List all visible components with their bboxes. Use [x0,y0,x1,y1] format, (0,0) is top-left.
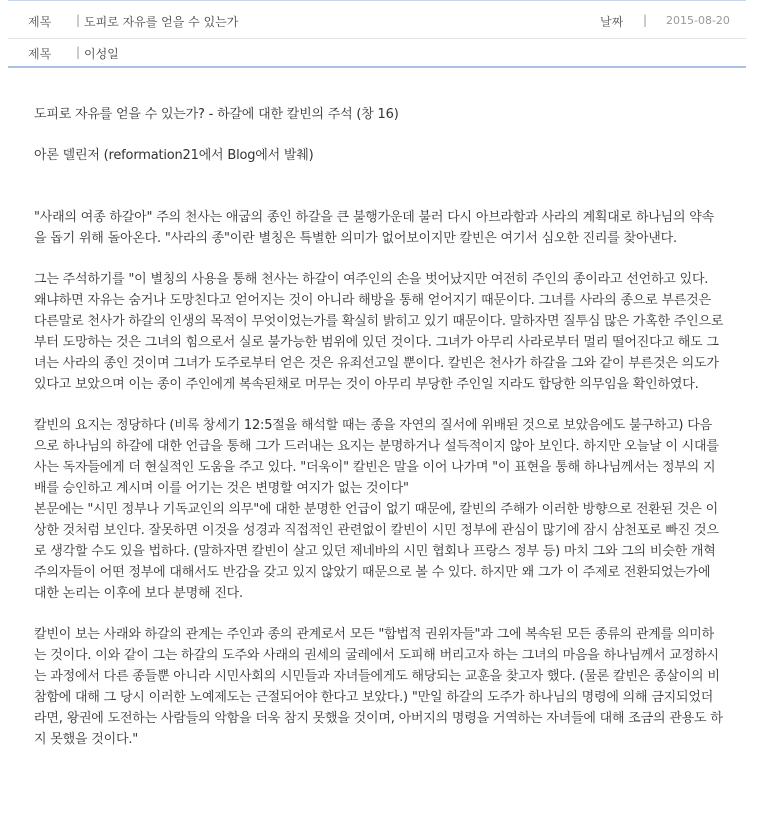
post-body [34,104,724,750]
date-label: 날짜 [600,15,624,29]
subject-label: 제목 [28,15,52,29]
paragraph: 본문에는 "시민 정부나 기독교인의 의무"에 대한 분명한 언급이 없기 때문에, 칼빈의 주해가 이러한 방향으로 전환된 것은 이상한 것처럼 보인다. 잘못하면 이것을 성경과 직접적인 관련없이 칼빈이 시민 정부에 관심이 많기에 잠시 삼천포로 빠진 것으로 생각할 수도 있을 법하다. (말하자면 칼빈이 살고 있던 제네바의 시민 협회나 프랑스 정부 등) 마치 그와 그의 비슷한 개혁주의자들이 어떤 정부에 대해서도 반감을 갖고 있지 않았기 때문으로 볼 수 있다. 하지만 왜 그가 이 주제로 전환되었는가에 대한 논리는 이후에 보다 분명해 진다. [34,502,719,601]
article-title: 도피로 자유를 얻을 수 있는가? - 하갈에 대한 칼빈의 주석 (창 16) [34,107,399,122]
header-row-author [8,37,746,68]
header-row-subject [8,0,746,39]
post-date: 2015-08-20 [666,14,730,27]
separator: | [76,13,81,27]
paragraph: 그는 주석하기를 "이 별칭의 사용을 통해 천사는 하갈이 여주인의 손을 벗어났지만 여전히 주인의 종이라고 선언하고 있다. 왜냐하면 자유는 숨거나 도망친다고 얻어지는 것이 아니라 해방을 통해 얻어지기 때문이다. 그녀를 사라의 종으로 부른것은 다른말로 천사가 하갈의 인생의 목적이 무엇이었는가를 확실히 밝히고 있기 때문이다. 말하자면 질투심 많은 가혹한 주인으로부터 도망하는 것은 그녀의 힘으로서 실로 불가능한 범위에 있던 것이다. 그녀가 아무리 사라로부터 멀리 떨어진다고 해도 그녀는 사라의 종인 것이며 그녀가 도주로부터 얻은 것은 유죄선고일 뿐이다. 칼빈은 천사가 하갈을 그와 같이 부른것은 의도가 있다고 보았으며 이는 종이 주인에게 복속된채로 머무는 것이 아무리 부당한 주인일 지라도 합당한 의무임을 확인하였다. [34,272,724,392]
paragraph: 칼빈의 요지는 정당하다 (비록 창세기 12:5절을 해석할 때는 종을 자연의 질서에 위배된 것으로 보았음에도 불구하고) 다음으로 하나님의 하갈에 대한 언급을 통해 그가 드러내는 요지는 분명하거나 설득적이지 않아 보인다. 하지만 오늘날 이 시대를 사는 독자들에게 더 현실적인 도움을 주고 있다. "더욱이" 칼빈은 말을 이어 나가며 "이 표현을 통해 하나님께서는 정부의 지배를 승인하고 계시며 이를 어기는 것은 변명할 여지가 없는 것이다" [34,418,719,496]
post-author: 이성일 [84,47,119,61]
article-source: 아론 델린저 (reformation21에서 Blog에서 발췌) [34,148,314,163]
post-subject: 도피로 자유를 얻을 수 있는가 [84,15,239,29]
paragraph: "사래의 여종 하갈아" 주의 천사는 애굽의 종인 하갈을 큰 불행가운데 불러 다시 아브라함과 사라의 계획대로 하나님의 약속을 돕기 위해 돌아온다. "사라의 종"이란 별칭은 특별한 의미가 없어보이지만 칼빈은 여기서 심오한 진리를 찾아낸다. [34,210,715,246]
author-label: 제목 [28,47,52,61]
paragraph: 칼빈이 보는 사래와 하갈의 관계는 주인과 종의 관계로서 모든 "합법적 권위자들"과 그에 복속된 모든 종류의 관계를 의미하는 것이다. 이와 같이 그는 하갈의 도주와 사래의 권세의 굴레에서 도피해 버리고자 하는 그녀의 마음을 하나님께서 교정하시는 과정에서 다른 종들뿐 아니라 시민사회의 시민들과 자녀들에게도 해당되는 교훈을 찾고자 했다. (물론 칼빈은 종살이의 비참함에 대해 그 당시 이러한 노예제도는 근절되어야 한다고 보았다.) "만일 하갈의 도주가 하나님의 명령에 의해 금지되었더라면, 왕권에 도전하는 사람들의 악함을 더욱 참지 못했을 것이며, 아버지의 명령을 거역하는 자녀들에 대해 조금의 관용도 하지 못했을 것이다." [34,627,723,747]
separator: | [643,13,648,27]
separator: | [76,45,81,59]
